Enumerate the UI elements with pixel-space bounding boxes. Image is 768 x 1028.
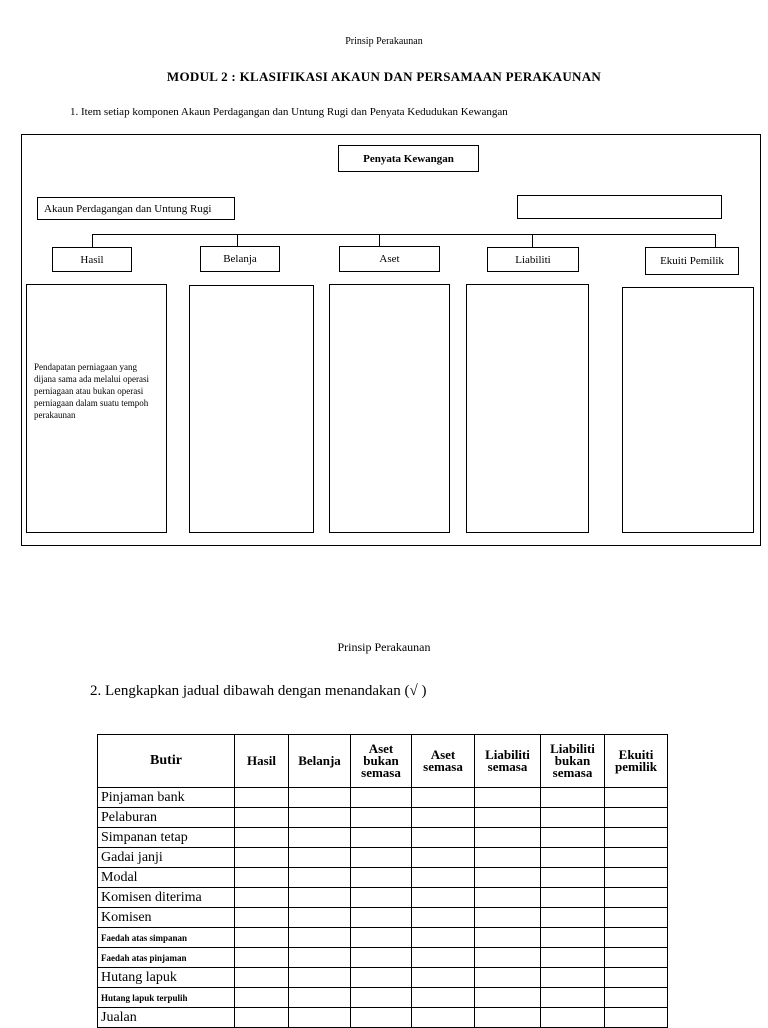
tick-cell[interactable] <box>235 928 289 948</box>
tick-cell[interactable] <box>605 928 668 948</box>
header-aset-semasa: Aset semasa <box>412 735 475 788</box>
row-label: Gadai janji <box>98 848 235 868</box>
tick-cell[interactable] <box>351 888 412 908</box>
tick-cell[interactable] <box>351 968 412 988</box>
connector-belanja <box>237 234 238 246</box>
tick-cell[interactable] <box>235 868 289 888</box>
tick-cell[interactable] <box>475 968 541 988</box>
tick-cell[interactable] <box>541 968 605 988</box>
tick-cell[interactable] <box>235 888 289 908</box>
row-label: Komisen <box>98 908 235 928</box>
header-liabiliti-semasa: Liabiliti semasa <box>475 735 541 788</box>
header-liabiliti-bukan-semasa: Liabiliti bukan semasa <box>541 735 605 788</box>
table-row <box>98 908 668 928</box>
tick-cell[interactable] <box>235 988 289 1008</box>
category-belanja <box>200 246 280 272</box>
row-label: Komisen diterima <box>98 888 235 908</box>
tick-cell[interactable] <box>289 788 351 808</box>
tick-cell[interactable] <box>412 828 475 848</box>
header-belanja: Belanja <box>289 735 351 788</box>
header-butir: Butir <box>98 735 235 788</box>
header-hasil: Hasil <box>235 735 289 788</box>
akaun-perdagangan-label: Akaun Perdagangan dan Untung Rugi <box>44 202 212 215</box>
tick-cell[interactable] <box>475 888 541 908</box>
table-row <box>98 848 668 868</box>
tick-cell[interactable] <box>289 828 351 848</box>
classification-table <box>97 734 668 1028</box>
tick-cell[interactable] <box>235 808 289 828</box>
question-2: 2. Lengkapkan jadual dibawah dengan menandakan (√ ) <box>90 683 427 699</box>
tick-cell[interactable] <box>289 808 351 828</box>
question-1: 1. Item setiap komponen Akaun Perdagangan dan Untung Rugi dan Penyata Kedudukan Kewangan <box>70 106 508 118</box>
tick-cell[interactable] <box>541 808 605 828</box>
row-label: Faedah atas pinjaman <box>98 948 235 968</box>
connector-aset <box>379 234 380 246</box>
tick-cell[interactable] <box>289 948 351 968</box>
akaun-perdagangan-box <box>37 197 235 220</box>
page-header: Prinsip Perakaunan <box>345 36 423 47</box>
tick-cell[interactable] <box>351 948 412 968</box>
row-label: Modal <box>98 868 235 888</box>
tick-cell[interactable] <box>351 788 412 808</box>
table-row <box>98 808 668 828</box>
tick-cell[interactable] <box>235 908 289 928</box>
tick-cell[interactable] <box>475 848 541 868</box>
tick-cell[interactable] <box>541 928 605 948</box>
tick-cell[interactable] <box>475 928 541 948</box>
tick-cell[interactable] <box>605 988 668 1008</box>
tick-cell[interactable] <box>541 788 605 808</box>
tick-cell[interactable] <box>605 808 668 828</box>
row-label: Faedah atas simpanan <box>98 928 235 948</box>
tick-cell[interactable] <box>235 968 289 988</box>
tick-cell[interactable] <box>605 788 668 808</box>
right-blank-box[interactable] <box>517 195 722 219</box>
tick-cell[interactable] <box>351 868 412 888</box>
penyata-kewangan-label: Penyata Kewangan <box>363 152 454 165</box>
category-ekuiti-label: Ekuiti Pemilik <box>660 255 724 267</box>
tick-cell[interactable] <box>351 928 412 948</box>
row-label: Simpanan tetap <box>98 828 235 848</box>
category-aset-label: Aset <box>379 253 400 265</box>
tick-cell[interactable] <box>475 948 541 968</box>
penyata-kewangan-box <box>338 145 479 172</box>
tick-cell[interactable] <box>475 988 541 1008</box>
tick-cell[interactable] <box>289 928 351 948</box>
tick-cell[interactable] <box>289 968 351 988</box>
hasil-description: Pendapatan perniagaan yang dijana sama ada melalui operasi perniagaan atau bukan operasi perniagaan dalam suatu tempoh perakaunan <box>34 362 149 420</box>
connector-ekuiti <box>715 234 716 247</box>
tick-cell[interactable] <box>541 888 605 908</box>
tick-cell[interactable] <box>412 848 475 868</box>
connector-horizontal <box>92 234 716 235</box>
tick-cell[interactable] <box>289 868 351 888</box>
table-body <box>98 788 668 1028</box>
row-label: Hutang lapuk <box>98 968 235 988</box>
tick-cell[interactable] <box>412 788 475 808</box>
tick-cell[interactable] <box>412 948 475 968</box>
row-label: Pelaburan <box>98 808 235 828</box>
tick-cell[interactable] <box>541 828 605 848</box>
header-ekuiti-pemilik: Ekuiti pemilik <box>605 735 668 788</box>
tick-cell[interactable] <box>235 788 289 808</box>
table-row <box>98 828 668 848</box>
row-label: Pinjaman bank <box>98 788 235 808</box>
table-row <box>98 1008 668 1028</box>
category-liabiliti <box>487 247 579 272</box>
tick-cell[interactable] <box>605 908 668 928</box>
tick-cell[interactable] <box>289 908 351 928</box>
table-row <box>98 968 668 988</box>
tick-cell[interactable] <box>541 988 605 1008</box>
tick-cell[interactable] <box>412 1008 475 1028</box>
category-aset <box>339 246 440 272</box>
tick-cell[interactable] <box>605 1008 668 1028</box>
tick-cell[interactable] <box>235 1008 289 1028</box>
tick-cell[interactable] <box>475 1008 541 1028</box>
category-ekuiti <box>645 247 739 275</box>
header-aset-bukan-semasa: Aset bukan semasa <box>351 735 412 788</box>
tick-cell[interactable] <box>289 848 351 868</box>
tick-cell[interactable] <box>605 948 668 968</box>
page-header-2: Prinsip Perakaunan <box>337 640 431 654</box>
hasil-answer-box[interactable] <box>26 284 167 533</box>
table-row <box>98 888 668 908</box>
tick-cell[interactable] <box>351 848 412 868</box>
tick-cell[interactable] <box>541 948 605 968</box>
tick-cell[interactable] <box>412 808 475 828</box>
connector-hasil <box>92 234 93 247</box>
connector-liabiliti <box>532 234 533 247</box>
ekuiti-answer-box[interactable] <box>622 287 754 533</box>
tick-cell[interactable] <box>351 908 412 928</box>
tick-cell[interactable] <box>412 868 475 888</box>
table-row <box>98 988 668 1008</box>
tick-cell[interactable] <box>289 988 351 1008</box>
tick-cell[interactable] <box>351 808 412 828</box>
table-header-row <box>98 735 668 788</box>
tick-cell[interactable] <box>475 788 541 808</box>
tick-cell[interactable] <box>351 1008 412 1028</box>
tick-cell[interactable] <box>235 848 289 868</box>
row-label: Hutang lapuk terpulih <box>98 988 235 1008</box>
tick-cell[interactable] <box>605 868 668 888</box>
tick-cell[interactable] <box>605 828 668 848</box>
category-liabiliti-label: Liabiliti <box>515 253 551 266</box>
tick-cell[interactable] <box>475 868 541 888</box>
tick-cell[interactable] <box>289 1008 351 1028</box>
tick-cell[interactable] <box>351 828 412 848</box>
tick-cell[interactable] <box>235 948 289 968</box>
tick-cell[interactable] <box>412 968 475 988</box>
table-row <box>98 788 668 808</box>
tick-cell[interactable] <box>541 908 605 928</box>
tick-cell[interactable] <box>289 888 351 908</box>
liabiliti-answer-box[interactable] <box>466 284 589 533</box>
table-row <box>98 868 668 888</box>
table-row <box>98 948 668 968</box>
table-row <box>98 928 668 948</box>
belanja-answer-box[interactable] <box>189 285 314 533</box>
tick-cell[interactable] <box>541 848 605 868</box>
tick-cell[interactable] <box>605 968 668 988</box>
tick-cell[interactable] <box>541 868 605 888</box>
tick-cell[interactable] <box>412 908 475 928</box>
aset-answer-box[interactable] <box>329 284 450 533</box>
row-label: Jualan <box>98 1008 235 1028</box>
category-belanja-label: Belanja <box>223 253 257 265</box>
tick-cell[interactable] <box>475 828 541 848</box>
tick-cell[interactable] <box>475 908 541 928</box>
category-hasil <box>52 247 132 272</box>
tick-cell[interactable] <box>235 828 289 848</box>
category-hasil-label: Hasil <box>80 253 104 266</box>
tick-cell[interactable] <box>412 928 475 948</box>
module-title: MODUL 2 : KLASIFIKASI AKAUN DAN PERSAMAAN PERAKAUNAN <box>166 69 602 84</box>
tick-cell[interactable] <box>605 848 668 868</box>
tick-cell[interactable] <box>475 808 541 828</box>
tick-cell[interactable] <box>412 888 475 908</box>
tick-cell[interactable] <box>605 888 668 908</box>
tick-cell[interactable] <box>541 1008 605 1028</box>
tick-cell[interactable] <box>412 988 475 1008</box>
tick-cell[interactable] <box>351 988 412 1008</box>
